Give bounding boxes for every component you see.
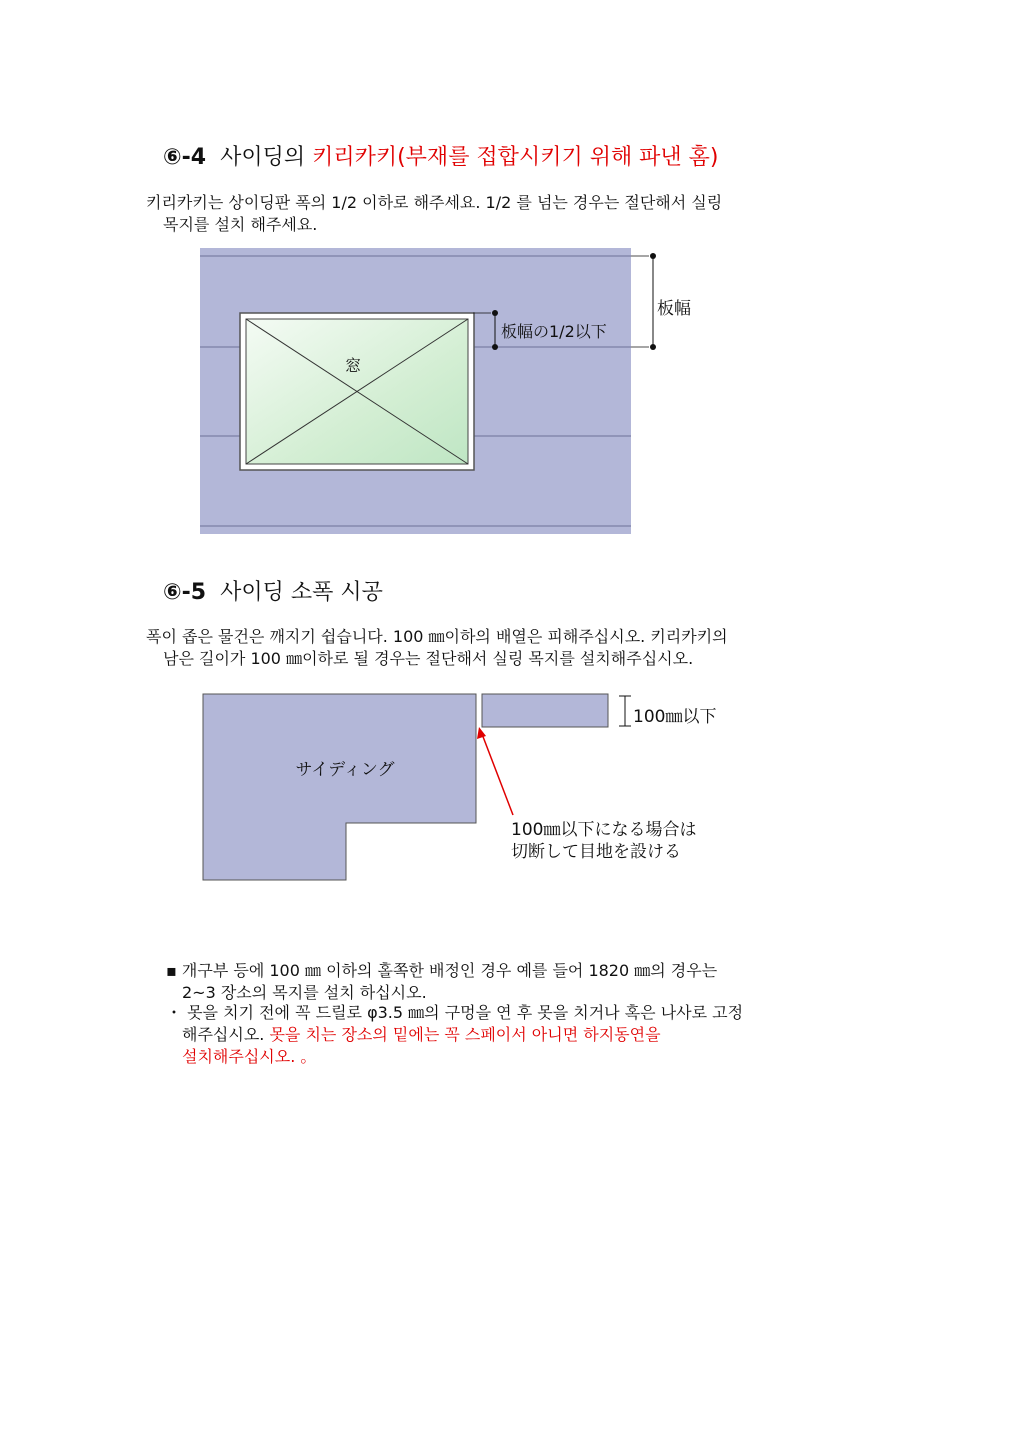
siding-label: サイディング <box>295 760 395 780</box>
title-red: 키리카키(부재를 접합시키기 위해 파낸 홈) <box>312 145 719 170</box>
siding-piece <box>203 694 476 880</box>
section-6-5-title <box>163 575 383 606</box>
note-line2: 切断して目地を設ける <box>511 842 681 862</box>
note-bullet-1-line2: 2~3 장소의 목지를 설치 하십시오. <box>182 983 427 1002</box>
note-bullet-2-line1: ・ 못을 치기 전에 꼭 드릴로 φ3.5 ㎜의 구멍을 연 후 못을 치거나 혹은 나사로 고정 <box>166 1003 744 1022</box>
note-bullet-1-line1: ▪ 개구부 등에 100 ㎜ 이하의 홀쪽한 배정인 경우 예를 들어 1820 ㎜의 경우는 <box>166 961 718 980</box>
section-6-5-paragraph-line2: 남은 길이가 100 ㎜이하로 될 경우는 절단해서 실링 목지를 설치해주십시오. <box>163 649 694 668</box>
dim-dot <box>492 344 498 350</box>
red-arrow-head <box>477 727 486 739</box>
section-number: ⑥-4 <box>163 145 207 170</box>
board-width-label: 板幅 <box>657 299 691 319</box>
red-arrow-line <box>482 734 513 815</box>
note-bullet-2-line2 <box>182 1024 661 1046</box>
half-width-label: 板幅の1/2以下 <box>501 322 607 341</box>
section-6-5-paragraph-line1: 폭이 좁은 물건은 깨지기 쉽습니다. 100 ㎜이하의 배열은 피해주십시오. 키리카키의 <box>146 627 728 646</box>
note-text-black: 해주십시오. <box>182 1025 270 1044</box>
section-6-4-paragraph-line2: 목지를 설치 해주세요. <box>163 215 318 234</box>
dim-dot <box>492 310 498 316</box>
note-line1: 100㎜以下になる場合は <box>511 820 697 840</box>
dim-dot <box>650 253 656 259</box>
note-text-red: 못을 치는 장소의 밑에는 꼭 스페이서 아니면 하지동연을 <box>269 1025 661 1044</box>
section-6-4-paragraph-line1: 키리카키는 상이딩판 폭의 1/2 이하로 해주세요. 1/2 를 넘는 경우는 절단해서 실링 <box>146 193 723 212</box>
title-text: 사이딩 소폭 시공 <box>220 580 383 605</box>
window-label: 窓 <box>344 356 362 375</box>
narrow-strip <box>482 694 608 727</box>
section-number: ⑥-5 <box>163 580 207 605</box>
dim-dot <box>650 344 656 350</box>
title-black: 사이딩의 <box>220 145 313 170</box>
kirikaki-diagram <box>195 244 665 540</box>
section-6-4-title <box>163 140 719 171</box>
dimension-label: 100㎜以下 <box>633 707 717 727</box>
note-bullet-2-line3: 설치해주십시오. 。 <box>182 1047 317 1066</box>
